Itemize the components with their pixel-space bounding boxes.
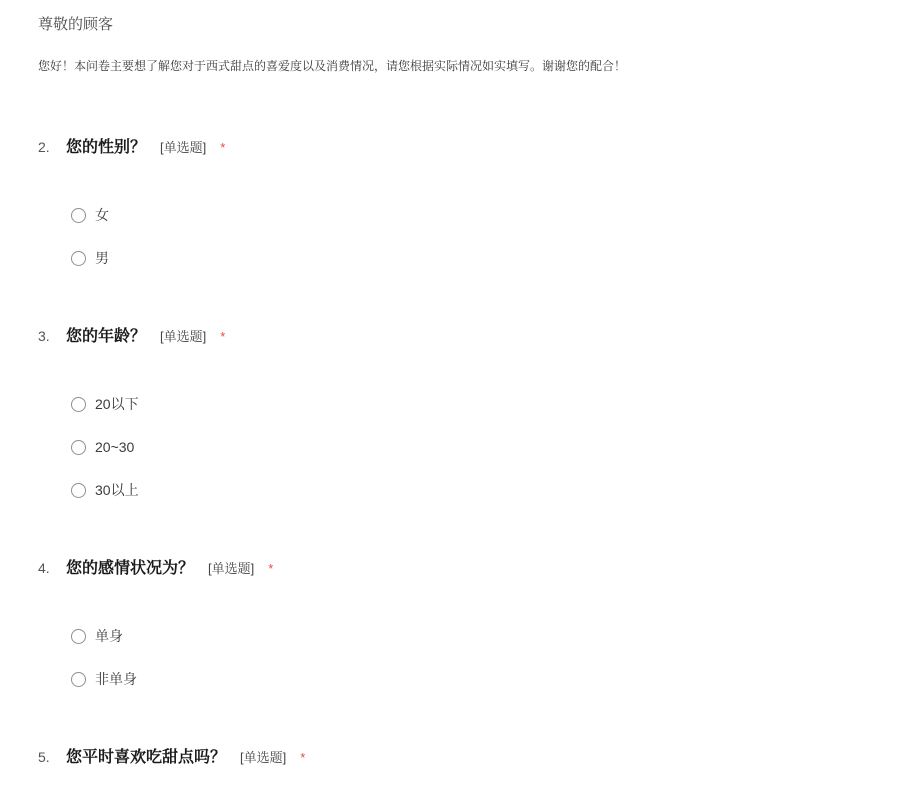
option-row[interactable] xyxy=(71,208,862,223)
required-asterisk: * xyxy=(300,750,306,765)
questions-container xyxy=(38,137,862,768)
question-header xyxy=(38,326,862,347)
question-title: 您的感情状况为？ xyxy=(66,560,195,577)
question-header xyxy=(38,137,862,158)
option-label[interactable]: 女 xyxy=(95,207,109,223)
radio-button[interactable] xyxy=(71,208,86,223)
question-type-label: [单选题] xyxy=(240,750,287,765)
option-row[interactable] xyxy=(71,672,862,687)
options-group xyxy=(38,397,862,498)
required-asterisk: * xyxy=(220,140,226,155)
option-label[interactable]: 单身 xyxy=(95,628,123,644)
radio-button[interactable] xyxy=(71,672,86,687)
survey-title: 尊敬的顾客 xyxy=(38,16,114,33)
question-number: 4. xyxy=(38,560,50,576)
option-row[interactable] xyxy=(71,440,862,455)
question-title: 您的性别？ xyxy=(66,139,147,156)
question-block xyxy=(38,747,862,768)
question-type-label: [单选题] xyxy=(160,329,207,344)
option-label[interactable]: 非单身 xyxy=(95,671,137,687)
question-header xyxy=(38,558,862,579)
option-row[interactable] xyxy=(71,483,862,498)
radio-button[interactable] xyxy=(71,483,86,498)
options-group xyxy=(38,629,862,687)
option-row[interactable] xyxy=(71,397,862,412)
question-type-label: [单选题] xyxy=(208,561,255,576)
option-label[interactable]: 20~30 xyxy=(95,439,135,455)
radio-button[interactable] xyxy=(71,629,86,644)
option-label[interactable]: 男 xyxy=(95,250,109,266)
question-block xyxy=(38,137,862,266)
option-label[interactable]: 30以上 xyxy=(95,482,139,498)
question-type-label: [单选题] xyxy=(160,140,207,155)
options-group xyxy=(38,208,862,266)
question-block xyxy=(38,558,862,687)
question-header xyxy=(38,747,862,768)
radio-button[interactable] xyxy=(71,397,86,412)
option-row[interactable] xyxy=(71,251,862,266)
radio-button[interactable] xyxy=(71,251,86,266)
survey-description: 您好！本问卷主要想了解您对于西式甜点的喜爱度以及消费情况，请您根据实际情况如实填写。谢谢您的配合！ xyxy=(38,59,627,73)
required-asterisk: * xyxy=(268,561,274,576)
question-title: 您的年龄？ xyxy=(66,328,147,345)
option-label[interactable]: 20以下 xyxy=(95,396,139,412)
question-title: 您平时喜欢吃甜点吗？ xyxy=(66,749,227,766)
question-number: 3. xyxy=(38,328,50,344)
question-number: 2. xyxy=(38,139,50,155)
question-number: 5. xyxy=(38,749,50,765)
question-block xyxy=(38,326,862,498)
option-row[interactable] xyxy=(71,629,862,644)
required-asterisk: * xyxy=(220,329,226,344)
radio-button[interactable] xyxy=(71,440,86,455)
